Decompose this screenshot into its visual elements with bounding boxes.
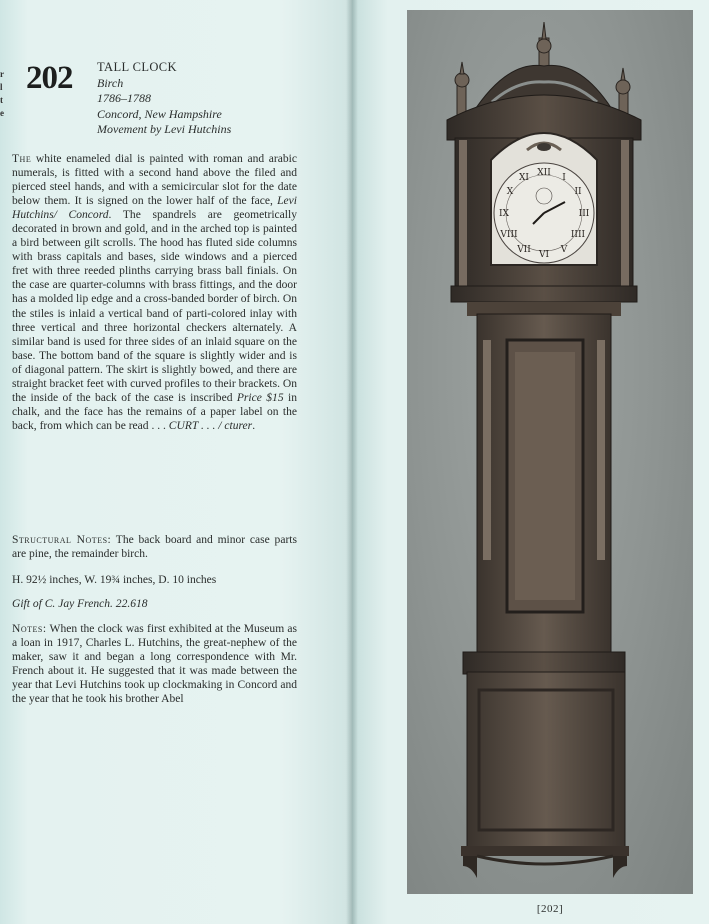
svg-text:XI: XI: [519, 173, 529, 183]
object-maker: Movement by Levi Hutchins: [97, 122, 232, 136]
object-material: Birch: [97, 75, 124, 90]
label-text: CURT . . . / cturer: [168, 419, 253, 432]
description-text: .: [252, 419, 256, 432]
object-title: TALL CLOCK: [97, 60, 177, 74]
book-gutter: [346, 0, 358, 924]
tall-clock-illustration: [407, 10, 693, 894]
notes-text: When the clock was first exhibited at the Museum as a loan in 1917, Charles L. Hutchins, the great-nephew of the maker, saw it and began a long correspondence with Mr. French about it. He suggested that it was made between the year that Levi Hutchins took up clockmaking in Concord and the year that he took his brother Abel: [12, 623, 297, 706]
svg-text:IIII: IIII: [570, 230, 586, 240]
signature-text: Levi Hutchins/ Concord: [12, 195, 297, 222]
page-number: [202]: [536, 903, 564, 915]
svg-text:III: III: [578, 209, 590, 219]
svg-text:II: II: [574, 187, 582, 197]
catalog-number: 202: [26, 60, 73, 96]
clock-base: [467, 672, 625, 848]
clock-photograph: [407, 10, 693, 894]
description-paragraph: [12, 152, 297, 433]
svg-text:IX: IX: [499, 209, 509, 219]
structural-notes-label: Structural Notes:: [12, 534, 112, 546]
structural-notes-text: The back board and minor case parts are pine, the remainder birch.: [12, 534, 297, 561]
gift-credit: Gift of C. Jay French. 22.618: [12, 598, 148, 610]
entry-heading: [97, 60, 337, 138]
clock-dial: [491, 133, 597, 265]
description-text: white enameled dial is painted with roman and arabic numerals, is fitted with a second hand above the filed and pierced steel hands, and with a semicircular slot for the date below them. It is signed on the lower half of the face,: [12, 153, 297, 208]
lead-word: The: [12, 153, 32, 165]
svg-text:XII: XII: [537, 168, 551, 178]
inscription-text: Price $15: [236, 391, 284, 404]
object-date: 1786–1788: [97, 91, 151, 105]
structural-notes: [12, 533, 297, 562]
svg-text:V: V: [560, 245, 568, 255]
left-page: [0, 0, 352, 924]
svg-text:VI: VI: [538, 250, 550, 260]
svg-text:X: X: [506, 187, 514, 197]
previous-page-edge-text: [0, 68, 8, 120]
edge-fragment: t: [0, 95, 3, 105]
object-place: Concord, New Hampshire: [97, 106, 222, 121]
edge-fragment: l: [0, 82, 3, 92]
edge-fragment: e: [0, 108, 4, 118]
description-text: . The spandrels are geometrically decorated in brown and gold, and in the arched top is painted a bird between gilt scrolls. The hood has fluted side columns with brass capitals and bases, side windows and a pierced fret with three reeded plinths carrying brass ball finials. On the case are quarter-columns with brass fittings, and the door has a molded lip edge and a cross-banded border of birch. On the stiles is inlaid a vertical band of parti-colored inlay with three vertical and three horizontal checkers alternately. A similar band is used for three sides of an inlaid square on the base. The bottom band of the square is slightly wider and is of diagonal pattern. The skirt is slightly bowed, and there are straight bracket feet with curved profiles to their brackets. On the inside of the back of the case is inscribed: [12, 209, 297, 404]
svg-text:I: I: [562, 173, 566, 183]
edge-fragment: r: [0, 69, 4, 79]
dimensions: H. 92½ inches, W. 19¾ inches, D. 10 inches: [12, 574, 217, 586]
svg-text:VIII: VIII: [500, 230, 518, 240]
notes-label: Notes:: [12, 623, 47, 635]
description-text: in chalk, and the face has the remains of a paper label on the back, from which can be read . . .: [12, 391, 297, 432]
notes: [12, 622, 297, 707]
svg-text:VII: VII: [517, 245, 531, 255]
